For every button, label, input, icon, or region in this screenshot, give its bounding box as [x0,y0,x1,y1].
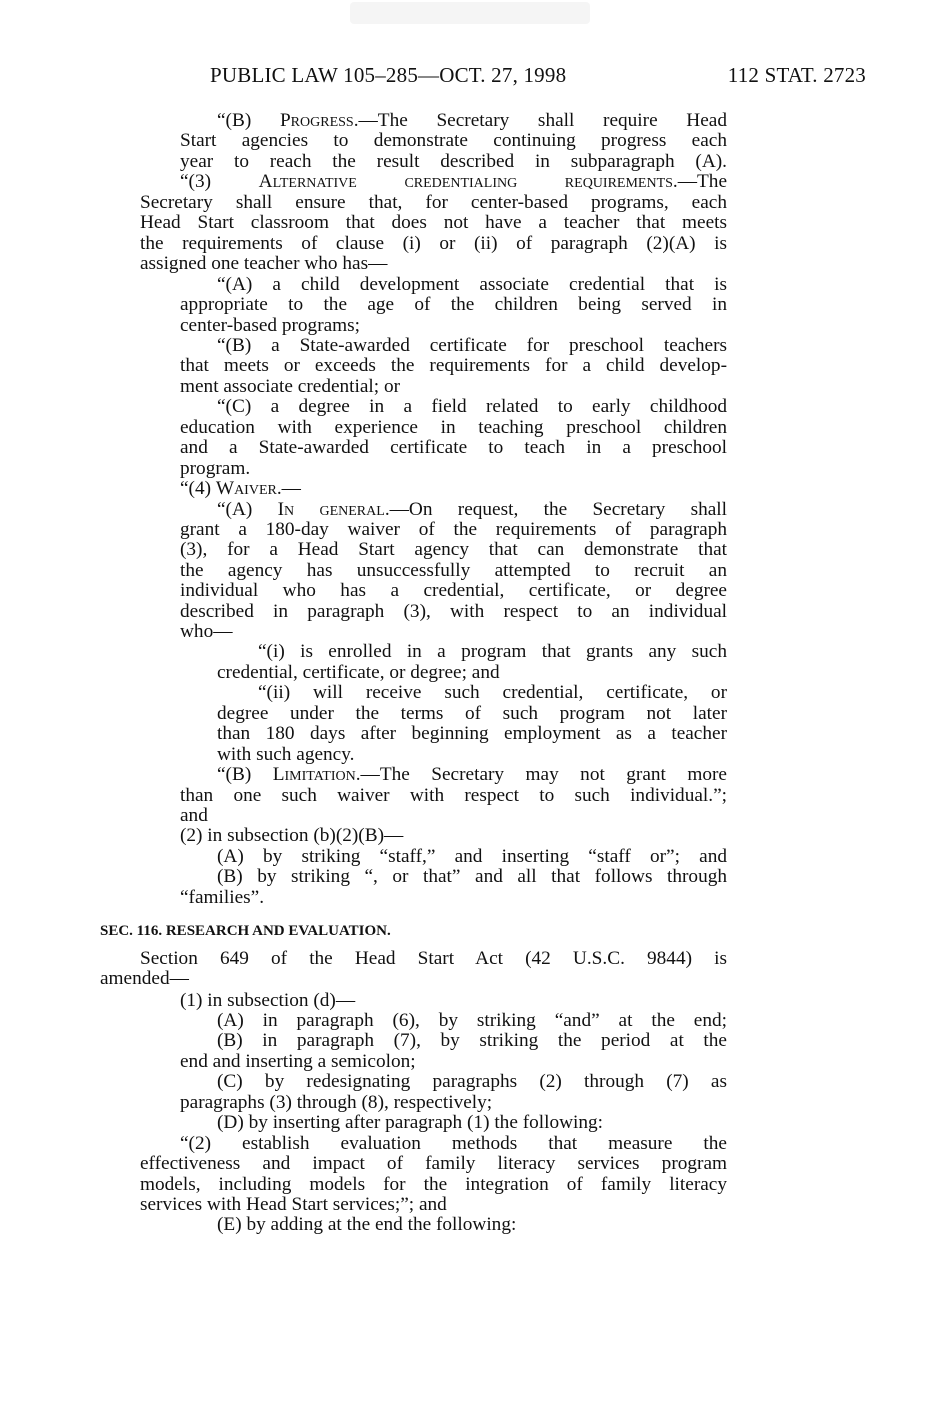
text-segment: than 180 days after beginning employment as a teacher [217,723,727,744]
small-caps-heading: Alternative credentialing requirements [258,171,673,192]
text-line [180,295,727,316]
text-line [140,949,727,970]
text-segment: and a State-awarded certificate to teach in a preschool [180,437,727,458]
header-statute-page: 112 STAT. 2723 [727,63,866,87]
small-caps-heading: Limitation [272,764,356,785]
text-line [140,1175,727,1196]
text-segment: end and inserting a semicolon; [180,1051,416,1072]
text-line [217,1113,727,1134]
text-segment: ment associate credential; or [180,376,401,397]
small-caps-heading: Waiver [215,478,277,499]
text-line [140,254,727,275]
text-line [140,213,727,234]
text-segment: “(A) [217,499,278,520]
text-segment: (B) by striking “, or that” and all that follows through [217,866,727,887]
text-segment: with such agency. [217,744,355,765]
text-line [140,193,727,214]
text-segment: (2) in subsection (b)(2)(B)— [180,825,404,846]
small-caps-heading: In general [277,499,385,520]
text-line [217,111,727,132]
text-segment: amended— [100,968,189,989]
text-line [217,1011,727,1032]
text-segment: the requirements of clause (i) or (ii) of paragraph (2)(A) is [140,233,727,254]
text-line [180,826,727,847]
text-segment: “(B) a State-awarded certificate for preschool teachers [217,335,727,356]
header-law-citation: PUBLIC LAW 105–285—OCT. 27, 1998 [210,63,567,87]
text-segment: “(i) is enrolled in a program that grants any such [258,641,727,662]
section-heading [100,921,727,942]
text-line [217,1215,727,1236]
text-line [217,847,727,868]
text-segment: Section 649 of the Head Start Act (42 U.S.C. 9844) is [140,948,727,969]
text-line [217,1072,727,1093]
text-line [100,969,727,990]
text-segment: who— [180,621,233,642]
text-line [180,377,727,398]
text-line [217,500,727,521]
text-line [180,459,727,480]
text-line [217,397,727,418]
text-line [217,745,727,766]
text-segment: paragraphs (3) through (8), respectively; [180,1092,493,1113]
text-segment: Start agencies to demonstrate continuing progress each [180,130,727,151]
text-segment: (A) by striking “staff,” and inserting “staff or”; and [217,846,727,867]
text-segment: (D) by inserting after paragraph (1) the following: [217,1112,604,1133]
text-line [217,663,727,684]
text-line [217,1031,727,1052]
text-line [217,336,727,357]
text-line [180,152,727,173]
text-segment: Secretary shall ensure that, for center-based programs, each [140,192,727,213]
text-line [217,704,727,725]
text-segment: described in paragraph (3), with respect to an individual [180,601,727,622]
text-line [180,991,727,1012]
text-segment: .— [276,478,301,499]
text-segment: “(3) [180,171,259,192]
text-segment: year to reach the result described in subparagraph (A). [180,151,727,172]
small-caps-heading: Progress [279,110,354,131]
text-segment: .—On request, the Secretary shall [384,499,727,520]
text-line [180,479,727,500]
text-segment: (C) by redesignating paragraphs (2) through (7) as [217,1071,727,1092]
text-segment: appropriate to the age of the children being served in [180,294,727,315]
text-segment: credential, certificate, or degree; and [217,662,500,683]
text-segment: “(ii) will receive such credential, certificate, or [258,682,727,703]
text-line [140,234,727,255]
text-line [258,642,727,663]
text-segment: (B) in paragraph (7), by striking the period at the [217,1030,727,1051]
text-line [180,1093,727,1114]
scan-artifact [350,2,590,24]
text-line [180,581,727,602]
text-line [180,356,727,377]
text-line [180,172,727,193]
text-line [180,438,727,459]
text-segment: “(2) establish evaluation methods that measure the [180,1133,727,1154]
text-line [180,540,727,561]
text-segment: assigned one teacher who has— [140,253,388,274]
text-line [180,786,727,807]
text-segment: that meets or exceeds the requirements for a child develop- [180,355,727,376]
text-segment: education with experience in teaching preschool children [180,417,727,438]
text-segment: Head Start classroom that does not have a teacher that meets [140,212,727,233]
text-segment: SEC. 116. RESEARCH AND EVALUATION. [100,923,391,939]
text-line [180,131,727,152]
text-line [180,602,727,623]
text-segment: .—The Secretary shall require Head [353,110,727,131]
text-line [217,765,727,786]
text-segment: “(B) [217,764,273,785]
text-segment: individual who has a credential, certificate, or degree [180,580,727,601]
text-segment: (E) by adding at the end the following: [217,1214,517,1235]
text-segment: “families”. [180,887,265,908]
text-line [258,683,727,704]
text-line [180,806,727,827]
text-line [140,1154,727,1175]
text-line [217,275,727,296]
text-line [180,622,727,643]
text-segment: .—The Secretary may not grant more [355,764,727,785]
text-segment: “(A) a child development associate credential that is [217,274,727,295]
text-line [180,888,727,909]
text-segment: models, including models for the integration of family literacy [140,1174,727,1195]
text-line [180,520,727,541]
text-segment: and [180,805,208,826]
text-segment: center-based programs; [180,315,361,336]
text-segment: “(C) a degree in a field related to early childhood [217,396,727,417]
text-line [180,316,727,337]
text-line [140,1195,727,1216]
text-segment: degree under the terms of such program not later [217,703,727,724]
text-line [217,867,727,888]
text-line [180,1134,727,1155]
text-segment: .—The [672,171,727,192]
text-line [180,561,727,582]
text-segment: (A) in paragraph (6), by striking “and” at the end; [217,1010,727,1031]
text-line [180,418,727,439]
text-segment: than one such waiver with respect to such individual.”; [180,785,727,806]
text-segment: effectiveness and impact of family literacy services program [140,1153,727,1174]
text-segment: the agency has unsuccessfully attempted to recruit an [180,560,727,581]
text-segment: “(B) [217,110,280,131]
text-line [180,1052,727,1073]
text-line [217,724,727,745]
text-segment: (1) in subsection (d)— [180,990,356,1011]
text-segment: grant a 180-day waiver of the requirements of paragraph [180,519,727,540]
text-segment: program. [180,458,251,479]
text-segment: “(4) [180,478,216,499]
text-segment: services with Head Start services;”; and [140,1194,447,1215]
text-segment: (3), for a Head Start agency that can demonstrate that [180,539,727,560]
